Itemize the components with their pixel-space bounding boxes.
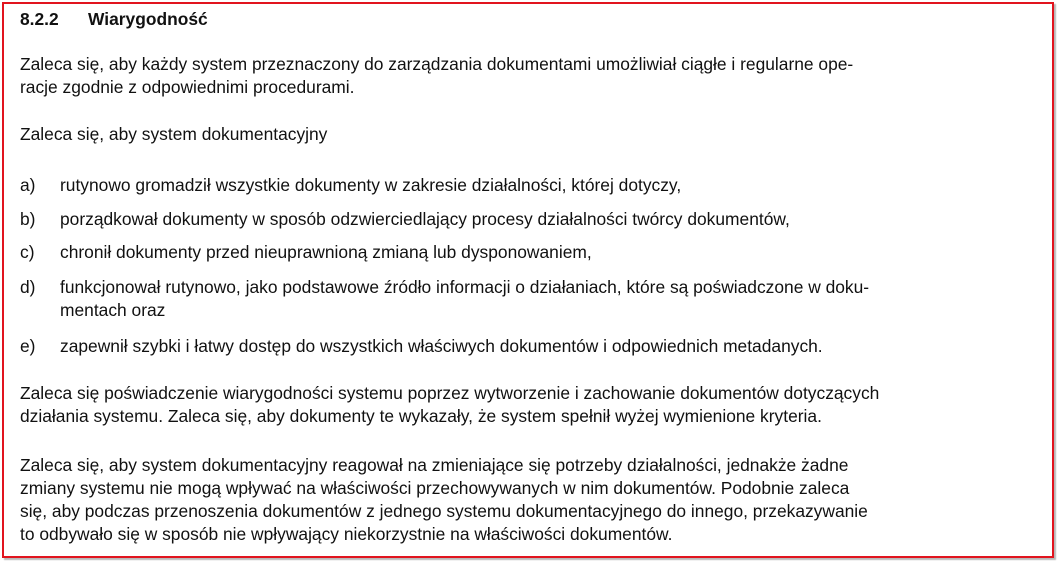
list-item-line: rutynowo gromadził wszystkie dokumenty w zakresie działalności, której dotyczy, — [60, 175, 682, 195]
paragraph-system-changes — [20, 454, 972, 546]
list-item-letter: d) — [20, 277, 36, 297]
list-item-text — [60, 276, 869, 322]
list-item-letter: e) — [20, 336, 36, 356]
list-item-text — [60, 335, 823, 358]
paragraph-line: działania systemu. Zaleca się, aby dokumenty te wykazały, że system spełnił wyżej wymienione kryteria. — [20, 406, 822, 426]
list-item-letter: b) — [20, 209, 36, 229]
section-title: Wiarygodność — [88, 9, 208, 29]
list-item-line: porządkował dokumenty w sposób odzwierciedlający procesy działalności twórcy dokumentów, — [60, 209, 790, 229]
list-item-line: chronił dokumenty przed nieuprawnioną zmianą lub dysponowaniem, — [60, 242, 592, 262]
paragraph-line: Zaleca się, aby system dokumentacyjny reagował na zmieniające się potrzeby działalności, jednakże żadne — [20, 455, 849, 475]
section-heading — [20, 8, 208, 31]
section-number: 8.2.2 — [20, 9, 59, 29]
paragraph-line: Zaleca się poświadczenie wiarygodności systemu poprzez wytworzenie i zachowanie dokumentów dotyczących — [20, 383, 880, 403]
list-item-line: mentach oraz — [60, 300, 166, 320]
paragraph-line: Zaleca się, aby system dokumentacyjny — [20, 124, 328, 144]
list-item-line: zapewnił szybki i łatwy dostęp do wszystkich właściwych dokumentów i odpowiednich metadanych. — [60, 336, 823, 356]
list-item-text — [60, 241, 592, 264]
list-item-text — [60, 208, 790, 231]
paragraph-line: Zaleca się, aby każdy system przeznaczony do zarządzania dokumentami umożliwiał ciągłe i regularne ope- — [20, 54, 854, 74]
paragraph-line: to odbywało się w sposób nie wpływający niekorzystnie na właściwości dokumentów. — [20, 524, 673, 544]
paragraph-continuous-operation — [20, 53, 972, 99]
paragraph-line: się, aby podczas przenoszenia dokumentów z jednego systemu dokumentacyjnego do innego, przekazywanie — [20, 501, 868, 521]
list-item-letter: a) — [20, 175, 36, 195]
list-item-text — [60, 174, 681, 197]
paragraph-line: zmiany systemu nie mogą wpływać na właściwości przechowywanych w nim dokumentów. Podobnie zaleca — [20, 478, 850, 498]
list-item-line: funkcjonował rutynowo, jako podstawowe źródło informacji o działaniach, które są poświadczone w doku- — [60, 277, 870, 297]
paragraph-list-intro — [20, 123, 972, 146]
list-item-letter: c) — [20, 242, 35, 262]
document-frame — [2, 2, 1054, 558]
paragraph-line: racje zgodnie z odpowiednimi procedurami. — [20, 77, 355, 97]
paragraph-system-reliability — [20, 382, 972, 428]
